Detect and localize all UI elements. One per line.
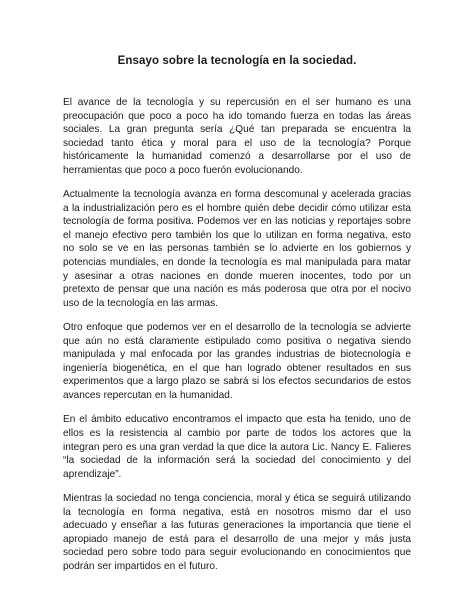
document-body xyxy=(63,96,411,585)
paragraph-3: Otro enfoque que podemos ver en el desarrollo de la tecnología se advierte que aún no está claramente estipulado como positiva o negativa siendo manipulada y mal enfocada por las grandes industrias de biotecnología e ingeniería biogenética, en el que han logrado obtener resultados en sus experimentos que a largo plazo se sabrá si los efectos secundarios de estos avances repercutan en la humanidad. xyxy=(63,322,411,401)
paragraph-5: Mientras la sociedad no tenga conciencia, moral y ética se seguirá utilizando la tecnología en forma negativa, está en nosotros mismo dar el uso adecuado y enseñar a las futuras generaciones la importancia que tiene el apropiado manejo de está para el desarrollo de una mejor y más justa sociedad pero sobre todo para seguir evolucionando en conocimientos que podrán ser impartidos en el futuro. xyxy=(63,493,411,572)
paragraph-1: El avance de la tecnología y su repercusión en el ser humano es una preocupación que poco a poco ha ido tomando fuerza en todas las áreas sociales. La gran pregunta sería ¿Qué tan preparada se encuentra la sociedad tanto ética y moral para el uso de la tecnología? Porque históricamente la humanidad comenzó a desarrollarse por el uso de herramientas que poco a poco fuerón evolucionando. xyxy=(63,97,411,176)
paragraph-2: Actualmente la tecnología avanza en forma descomunal y acelerada gracias a la industrialización pero es el hombre quién debe decidir cómo utilizar esta tecnología de forma positiva. Podemos ver en las noticias y reportajes sobre el manejo efectivo pero también los que lo utilizan en forma negativa, esto no solo se ve en las personas también se lo advierte en los gobiernos y potencias mundiales, en donde la tecnología es mal manipulada para matar y asesinar a otras naciones en donde mueren inocentes, todo por un pretexto de pensar que una nación es más poderosa que otra por el nocivo uso de la tecnología en las armas. xyxy=(63,189,411,309)
document-title: Ensayo sobre la tecnología en la sociedad. xyxy=(117,55,357,67)
paragraph-4: En el ámbito educativo encontramos el impacto que esta ha tenido, uno de ellos es la resistencia al cambio por parte de todos los actores que la integran pero es una gran verdad la que dice la autora Lic. Nancy E. Falieres “la sociedad de la información será la sociedad del conocimiento y del aprendizaje”. xyxy=(63,414,411,480)
